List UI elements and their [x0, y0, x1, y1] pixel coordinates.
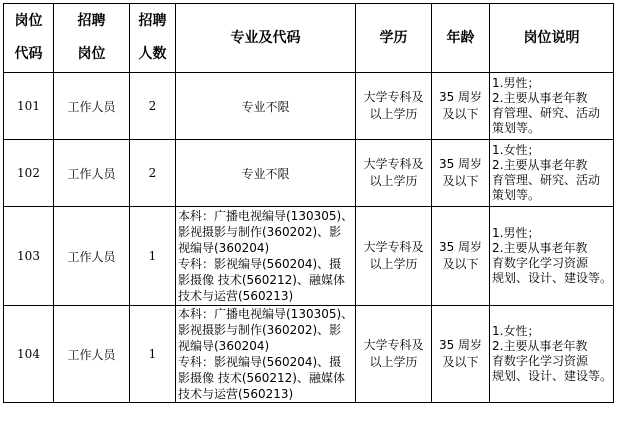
description-line: 1.男性；: [492, 226, 540, 240]
major-cell: [176, 207, 356, 306]
age-line: 35 周岁: [438, 338, 483, 352]
major-line: 本科：广播电视编导(130305)、: [178, 209, 354, 223]
age-line: 及以下: [442, 107, 479, 121]
major-line: 专科：影视编导(560204)、摄: [178, 257, 342, 271]
post-code-cell: 103: [4, 207, 54, 306]
major-line: 专业不限: [241, 166, 290, 181]
age-line: 35 周岁: [438, 90, 483, 104]
major-cell: [176, 306, 356, 403]
age-line: 及以下: [442, 257, 479, 271]
headcount-cell: 1: [130, 207, 176, 306]
major-cell: [176, 73, 356, 140]
post-name-cell: 工作人员: [54, 207, 130, 306]
major-cell: [176, 140, 356, 207]
headcount-cell: 1: [130, 306, 176, 403]
age-cell: [432, 140, 490, 207]
recruitment-table-wrapper: [3, 3, 614, 403]
header-recruit-count: [130, 4, 176, 73]
description-line: 1.男性；: [492, 76, 540, 90]
major-line: 技术与运营(560213): [178, 387, 294, 401]
description-line: 1.女性；: [492, 143, 540, 157]
description-line: 育管理、研究、活动: [492, 173, 601, 187]
description-line: 2.主要从事老年教: [492, 339, 588, 353]
description-line: 策划等。: [492, 188, 541, 202]
header-recruit-post-line-1: 招聘: [77, 13, 106, 29]
education-cell: [356, 140, 432, 207]
education-line: 大学专科及: [363, 240, 424, 254]
age-cell: [432, 73, 490, 140]
education-line: 以上学历: [369, 355, 418, 369]
header-description: 岗位说明: [490, 4, 614, 73]
major-line: 视编导(360204): [178, 339, 270, 353]
description-line: 育数字化学习资源: [492, 354, 589, 368]
headcount-cell: 2: [130, 140, 176, 207]
description-line: 2.主要从事老年教: [492, 158, 588, 172]
description-line: 2.主要从事老年教: [492, 91, 588, 105]
education-line: 大学专科及: [363, 157, 424, 171]
header-major: 专业及代码: [176, 4, 356, 73]
major-line: 影视摄影与制作(360202)、影: [178, 225, 342, 239]
description-cell: [490, 73, 614, 140]
description-line: 育数字化学习资源: [492, 256, 589, 270]
header-age: 年龄: [432, 4, 490, 73]
header-post-code-line-1: 岗位: [14, 13, 43, 29]
description-line: 规划、设计、建设等。: [492, 369, 613, 383]
education-cell: [356, 306, 432, 403]
major-line: 技术与运营(560213): [178, 289, 294, 303]
description-line: 策划等。: [492, 121, 541, 135]
major-line: 影摄像 技术(560212)、融媒体: [178, 273, 345, 287]
description-line: 2.主要从事老年教: [492, 241, 588, 255]
education-line: 大学专科及: [363, 90, 424, 104]
post-name-cell: 工作人员: [54, 140, 130, 207]
recruitment-table: [3, 3, 614, 403]
major-line: 影摄像 技术(560212)、融媒体: [178, 371, 345, 385]
post-code-cell: 101: [4, 73, 54, 140]
headcount-cell: 2: [130, 73, 176, 140]
description-cell: [490, 207, 614, 306]
age-cell: [432, 207, 490, 306]
post-name-cell: 工作人员: [54, 73, 130, 140]
description-cell: [490, 140, 614, 207]
header-education: 学历: [356, 4, 432, 73]
header-recruit-post: [54, 4, 130, 73]
table-row: [4, 207, 614, 306]
major-line: 本科：广播电视编导(130305)、: [178, 307, 354, 321]
education-cell: [356, 207, 432, 306]
major-line: 专业不限: [241, 99, 290, 114]
description-line: 规划、设计、建设等。: [492, 271, 613, 285]
major-line: 视编导(360204): [178, 241, 270, 255]
age-line: 35 周岁: [438, 240, 483, 254]
post-code-cell: 102: [4, 140, 54, 207]
header-recruit-count-line-1: 招聘: [138, 13, 167, 29]
header-post-code-line-2: 代码: [14, 46, 43, 62]
header-post-code: [4, 4, 54, 73]
education-line: 以上学历: [369, 174, 418, 188]
header-row: [4, 4, 614, 73]
description-cell: [490, 306, 614, 403]
table-row: [4, 73, 614, 140]
education-cell: [356, 73, 432, 140]
education-line: 以上学历: [369, 107, 418, 121]
table-row: [4, 140, 614, 207]
major-line: 专科：影视编导(560204)、摄: [178, 355, 342, 369]
header-recruit-count-line-2: 人数: [138, 46, 167, 62]
education-line: 以上学历: [369, 257, 418, 271]
age-line: 及以下: [442, 355, 479, 369]
header-recruit-post-line-2: 岗位: [77, 46, 106, 62]
table-row: [4, 306, 614, 403]
major-line: 影视摄影与制作(360202)、影: [178, 323, 342, 337]
post-name-cell: 工作人员: [54, 306, 130, 403]
description-line: 1.女性；: [492, 324, 540, 338]
age-line: 及以下: [442, 174, 479, 188]
post-code-cell: 104: [4, 306, 54, 403]
education-line: 大学专科及: [363, 338, 424, 352]
description-line: 育管理、研究、活动: [492, 106, 601, 120]
age-cell: [432, 306, 490, 403]
age-line: 35 周岁: [438, 157, 483, 171]
